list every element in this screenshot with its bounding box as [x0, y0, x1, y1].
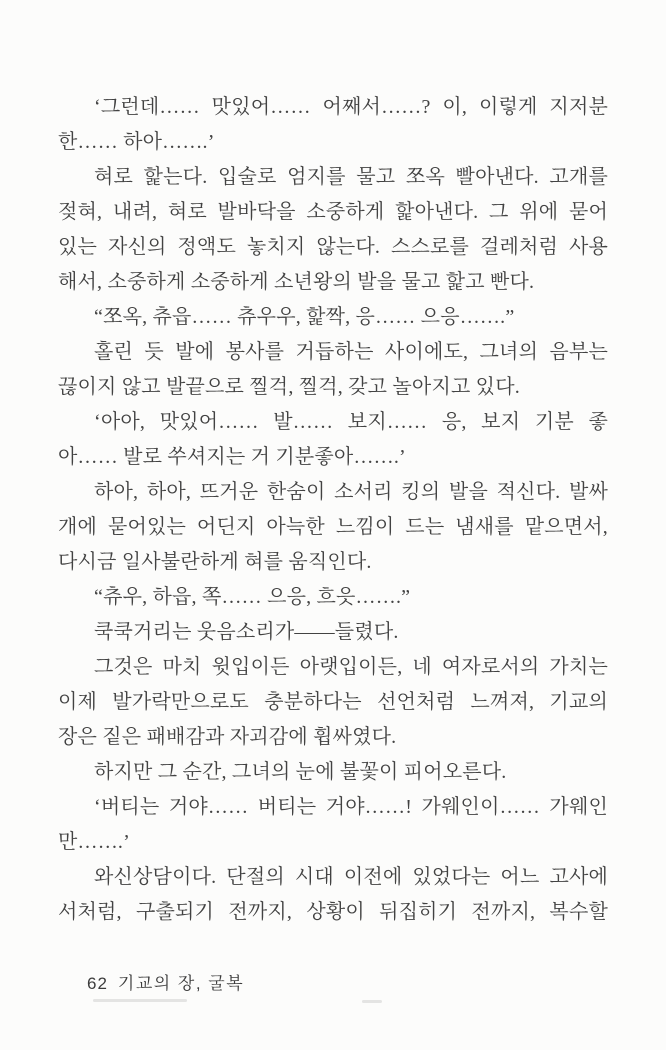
- scan-artifact: [362, 1000, 382, 1003]
- text-line: 해서, 소중하게 소중하게 소년왕의 발을 물고 핥고 빤다.: [58, 271, 535, 293]
- page-footer: [87, 969, 244, 994]
- text-line: ‘아아, 맛있어…… 발…… 보지…… 응, 보지 기분 좋: [94, 411, 608, 433]
- text-line: 만…….’: [58, 831, 130, 853]
- text-line: 하아, 하아, 뜨거운 한숨이 소서리 킹의 발을 적신다. 발싸: [94, 481, 608, 503]
- body-text: [58, 90, 608, 930]
- text-line: ‘버티는 거야…… 버티는 거야……! 가웨인이…… 가웨인: [94, 796, 608, 818]
- text-line: 젖혀, 내려, 혀로 발바닥을 소중하게 핥아낸다. 그 위에 묻어: [58, 201, 608, 223]
- text-line: 그것은 마치 윗입이든 아랫입이든, 네 여자로서의 가치는: [94, 656, 608, 678]
- text-line: 다시금 일사불란하게 혀를 움직인다.: [58, 551, 372, 573]
- footer-chapter-title: 기교의 장, 굴복: [117, 974, 245, 993]
- text-line: 쿡쿡거리는 웃음소리가――들렸다.: [94, 621, 399, 643]
- text-line: 있는 자신의 정액도 놓치지 않는다. 스스로를 걸레처럼 사용: [58, 236, 608, 258]
- text-line: ‘그런데…… 맛있어…… 어째서……? 이, 이렇게 지저분: [94, 96, 608, 118]
- text-line: 홀린 듯 발에 봉사를 거듭하는 사이에도, 그녀의 음부는: [94, 341, 608, 363]
- text-line: 혀로 핥는다. 입술로 엄지를 물고 쪼옥 빨아낸다. 고개를: [94, 166, 608, 188]
- footer-page-number: 62: [87, 974, 108, 993]
- text-line: 하지만 그 순간, 그녀의 눈에 불꽃이 피어오른다.: [94, 761, 507, 783]
- text-line: 이제 발가락만으로도 충분하다는 선언처럼 느껴져, 기교의: [58, 691, 608, 713]
- text-line: “쪼옥, 츄읍…… 츄우우, 핥짝, 응…… 으응…….”: [94, 306, 515, 328]
- text-line: 끊이지 않고 발끝으로 찔걱, 찔걱, 갖고 놀아지고 있다.: [58, 376, 520, 398]
- text-line: 장은 짙은 패배감과 자괴감에 휩싸였다.: [58, 726, 397, 748]
- text-line: 서처럼, 구출되기 전까지, 상황이 뒤집히기 전까지, 복수할: [58, 901, 608, 923]
- text-line: 와신상담이다. 단절의 시대 이전에 있었다는 어느 고사에: [94, 866, 608, 888]
- text-line: “츄우, 하읍, 쪽…… 으응, 흐읏…….”: [94, 586, 411, 608]
- scan-artifact: [93, 999, 187, 1002]
- text-line: 개에 묻어있는 어딘지 아늑한 느낌이 드는 냄새를 맡으면서,: [58, 516, 608, 538]
- text-line: 아…… 발로 쑤셔지는 거 기분좋아…….’: [58, 446, 406, 468]
- text-line: 한…… 하아…….’: [58, 131, 215, 153]
